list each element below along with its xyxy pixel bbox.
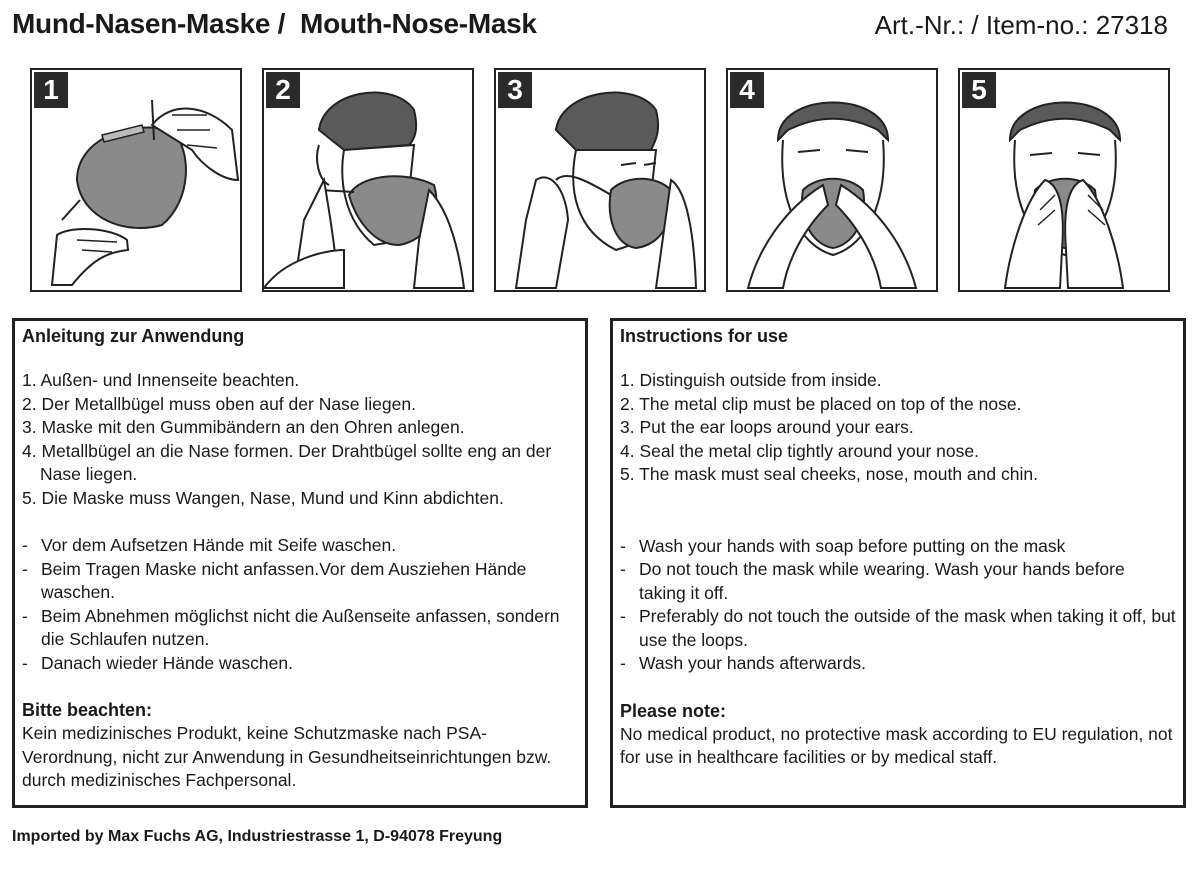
english-bullet-2: - Do not touch the mask while wearing. Wash your hands before taking it off. xyxy=(620,558,1176,605)
importer-footer: Imported by Max Fuchs AG, Industriestrasse 1, D-94078 Freyung xyxy=(12,828,503,845)
step-number-1: 1 xyxy=(34,72,68,108)
german-step-4: 4. Metallbügel an die Nase formen. Der Drahtbügel sollte eng an der Nase liegen. xyxy=(22,440,552,484)
german-step-5: 5. Die Maske muss Wangen, Nase, Mund und Kinn abdichten. xyxy=(22,487,504,508)
german-step-2: 2. Der Metallbügel muss oben auf der Nase liegen. xyxy=(22,393,416,414)
english-instructions-box xyxy=(610,318,1186,808)
english-bullet-1: - Wash your hands with soap before putting on the mask xyxy=(620,535,1176,559)
step-panel-2 xyxy=(262,68,474,292)
english-step-1: 1. Distinguish outside from inside. xyxy=(620,370,882,390)
german-instructions-title: Anleitung zur Anwendung xyxy=(22,326,245,346)
english-step-2: 2. The metal clip must be placed on top of the nose. xyxy=(620,393,1022,414)
english-bullet-4: - Wash your hands afterwards. xyxy=(620,652,1176,676)
german-step-1: 1. Außen- und Innenseite beachten. xyxy=(22,370,300,390)
english-note-body: No medical product, no protective mask according to EU regulation, not for use in healthcare facilities or by medical staff. xyxy=(620,723,1173,767)
german-bullet-2: - Beim Tragen Maske nicht anfassen.Vor dem Ausziehen Hände waschen. xyxy=(22,558,578,605)
step-number-5: 5 xyxy=(962,72,996,108)
english-step-5: 5. The mask must seal cheeks, nose, mouth and chin. xyxy=(620,464,1038,484)
page-title: Mund-Nasen-Maske / Mouth-Nose-Mask xyxy=(12,8,537,39)
english-steps-list xyxy=(620,369,1176,487)
german-bullet-3: - Beim Abnehmen möglichst nicht die Außenseite anfassen, sondern die Schlaufen nutzen. xyxy=(22,605,578,652)
german-note-body: Kein medizinisches Produkt, keine Schutzmaske nach PSA-Verordnung, nicht zur Anwendung in Gesundheitseinrichtungen bzw. durch medizinisches Fachpersonal. xyxy=(22,723,552,790)
item-number: Art.-Nr.: / Item-no.: 27318 xyxy=(874,10,1168,40)
step-number-3: 3 xyxy=(498,72,532,108)
english-note-title: Please note: xyxy=(620,700,727,721)
step-panel-1 xyxy=(30,68,242,292)
english-hygiene-list xyxy=(620,535,1176,676)
german-note-title: Bitte beachten: xyxy=(22,700,153,720)
german-step-3: 3. Maske mit den Gummibändern an den Ohren anlegen. xyxy=(22,417,465,437)
step-panel-5 xyxy=(958,68,1170,292)
step-number-2: 2 xyxy=(266,72,300,108)
step-panel-3 xyxy=(494,68,706,292)
german-hygiene-list xyxy=(22,534,578,675)
german-bullet-1: - Vor dem Aufsetzen Hände mit Seife waschen. xyxy=(22,534,578,558)
german-steps-list xyxy=(22,369,578,510)
german-instructions-box xyxy=(12,318,588,808)
english-instructions-title: Instructions for use xyxy=(620,326,789,346)
english-bullet-3: - Preferably do not touch the outside of the mask when taking it off, but use the loops. xyxy=(620,605,1176,652)
illustration-strip xyxy=(30,68,1170,292)
english-step-4: 4. Seal the metal clip tightly around your nose. xyxy=(620,440,979,461)
step-panel-4 xyxy=(726,68,938,292)
german-bullet-4: - Danach wieder Hände waschen. xyxy=(22,652,578,676)
step-number-4: 4 xyxy=(730,72,764,108)
english-step-3: 3. Put the ear loops around your ears. xyxy=(620,417,914,437)
